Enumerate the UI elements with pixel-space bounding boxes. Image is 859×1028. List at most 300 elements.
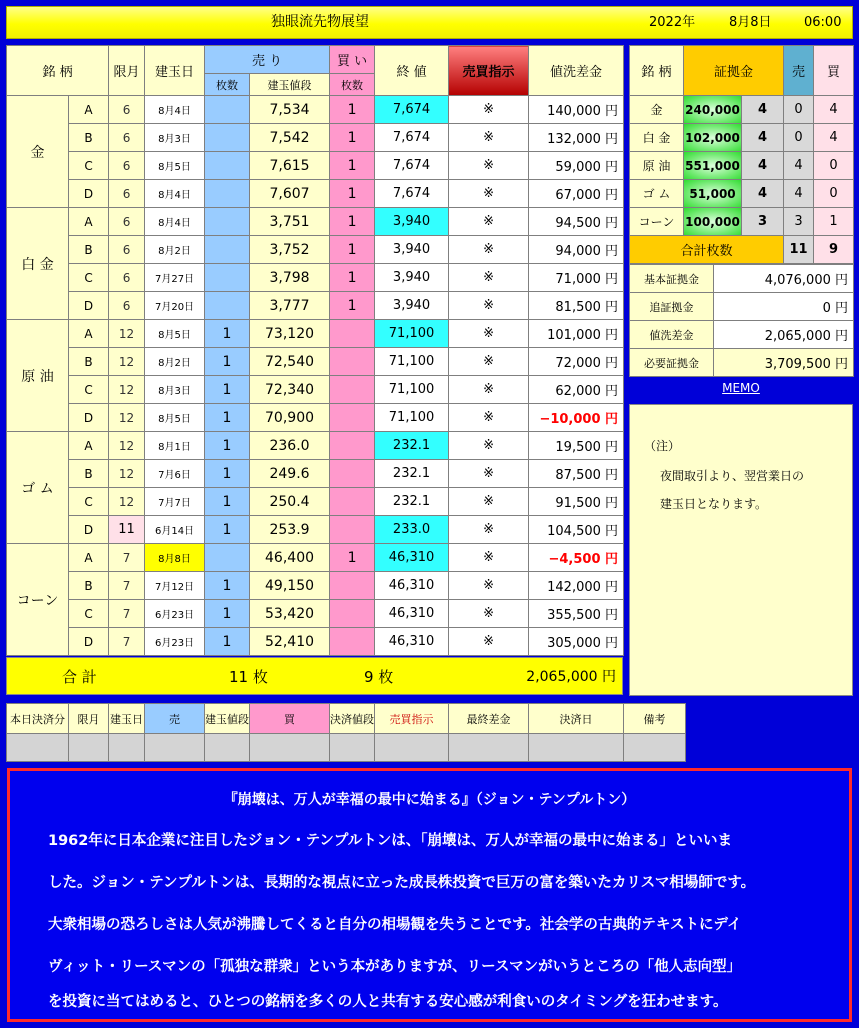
header-date: 8月8日 (729, 15, 772, 30)
trade-signal: ※ (449, 96, 529, 124)
contract-month: 7 (109, 628, 145, 656)
close-price: 71,100 (375, 320, 449, 348)
contract-month: 12 (109, 488, 145, 516)
mark-to-market: 140,000 円 (529, 96, 624, 124)
settlement-header: 売 (145, 704, 205, 734)
sell-qty: 1 (205, 572, 250, 600)
quote-box (7, 768, 852, 1022)
trade-signal: ※ (449, 292, 529, 320)
entry-date: 7月27日 (145, 264, 205, 292)
header-sell: 売 り (205, 46, 330, 74)
table-row (7, 600, 624, 628)
entry-price: 70,900 (250, 404, 330, 432)
table-row (7, 152, 624, 180)
memo-box (629, 404, 853, 696)
sell-qty: 1 (205, 432, 250, 460)
table-row (7, 488, 624, 516)
settlement-cell (624, 734, 686, 762)
buy-qty: 1 (330, 152, 375, 180)
summary-row (630, 293, 854, 321)
contract-slot: B (69, 572, 109, 600)
summary-label: 必要証拠金 (630, 349, 714, 377)
total-diff: 2,065,000 円 (526, 669, 616, 685)
entry-date: 8月2日 (145, 348, 205, 376)
trade-signal: ※ (449, 460, 529, 488)
margin-summary-table (629, 264, 854, 377)
summary-row (630, 321, 854, 349)
entry-date: 6月23日 (145, 600, 205, 628)
sell-qty (205, 180, 250, 208)
total-count-label: 合計枚数 (630, 236, 784, 264)
settlement-cell (205, 734, 250, 762)
memo-link[interactable]: MEMO (722, 381, 760, 395)
table-row (7, 544, 624, 572)
mark-to-market: 355,500 円 (529, 600, 624, 628)
summary-row (630, 265, 854, 293)
close-price: 233.0 (375, 516, 449, 544)
table-row (7, 404, 624, 432)
entry-price: 46,400 (250, 544, 330, 572)
contract-month: 6 (109, 264, 145, 292)
mark-to-market: 81,500 円 (529, 292, 624, 320)
entry-price: 3,752 (250, 236, 330, 264)
sell-qty (205, 96, 250, 124)
header-entry-price: 建玉値段 (250, 74, 330, 96)
sell-qty (205, 292, 250, 320)
total-row (6, 657, 623, 695)
summary-label: 値洗差金 (630, 321, 714, 349)
contract-slot: B (69, 124, 109, 152)
contract-month: 12 (109, 348, 145, 376)
summary-value: 2,065,000 円 (714, 321, 854, 349)
mark-to-market: −4,500 円 (529, 544, 624, 572)
close-price: 46,310 (375, 544, 449, 572)
margin-commodity: 白 金 (630, 124, 684, 152)
trade-signal: ※ (449, 488, 529, 516)
buy-qty: 1 (330, 544, 375, 572)
table-row (7, 208, 624, 236)
margin-row (630, 152, 854, 180)
margin-row (630, 96, 854, 124)
contract-slot: A (69, 544, 109, 572)
table-row (7, 572, 624, 600)
entry-date: 7月20日 (145, 292, 205, 320)
margin-row (630, 124, 854, 152)
memo-line: 夜間取引より、翌営業日の (660, 469, 805, 483)
settlement-cell (250, 734, 330, 762)
sell-qty (205, 544, 250, 572)
header-sell-qty: 枚数 (205, 74, 250, 96)
page-title: 独眼流先物展望 (271, 14, 369, 30)
entry-date: 8月5日 (145, 320, 205, 348)
mark-to-market: 67,000 円 (529, 180, 624, 208)
quote-line: ヴィット・リースマンの「孤独な群衆」という本がありますが、リースマンがいうところの「他人志向型」 (48, 959, 742, 975)
contract-month: 7 (109, 572, 145, 600)
contract-month: 12 (109, 404, 145, 432)
margin-commodity: ゴ ム (630, 180, 684, 208)
margin-commodity: コーン (630, 208, 684, 236)
contract-month: 6 (109, 96, 145, 124)
close-price: 71,100 (375, 404, 449, 432)
entry-date: 6月14日 (145, 516, 205, 544)
trade-signal: ※ (449, 544, 529, 572)
close-price: 7,674 (375, 180, 449, 208)
trade-signal: ※ (449, 320, 529, 348)
contract-slot: C (69, 264, 109, 292)
total-buy: 9 枚 (364, 668, 394, 686)
settlement-header: 本日決済分 (7, 704, 69, 734)
table-row (7, 124, 624, 152)
settlement-header-row (7, 704, 854, 734)
buy-qty (330, 320, 375, 348)
margin-sell: 3 (784, 208, 814, 236)
contract-slot: A (69, 320, 109, 348)
close-price: 46,310 (375, 628, 449, 656)
table-row (7, 432, 624, 460)
margin-buy: 4 (814, 96, 854, 124)
mark-to-market: 72,000 円 (529, 348, 624, 376)
mark-to-market: 94,500 円 (529, 208, 624, 236)
margin-total-row (630, 236, 854, 264)
contract-month: 12 (109, 376, 145, 404)
entry-price: 73,120 (250, 320, 330, 348)
margin-buy: 4 (814, 124, 854, 152)
entry-price: 236.0 (250, 432, 330, 460)
total-count-sell: 11 (784, 236, 814, 264)
quote-title: 『崩壊は、万人が幸福の最中に始まる』（ジョン・テンプルトン） (223, 792, 636, 808)
sell-qty: 1 (205, 460, 250, 488)
side-header-buy: 買 (814, 46, 854, 96)
side-header-meigara: 銘 柄 (630, 46, 684, 96)
buy-qty: 1 (330, 180, 375, 208)
quote-line: 1962年に日本企業に注目したジョン・テンプルトンは、「崩壊は、万人が幸福の最中に始まる」といいま (48, 833, 733, 849)
close-price: 7,674 (375, 96, 449, 124)
contract-month: 12 (109, 320, 145, 348)
settlement-header: 最終差金 (449, 704, 529, 734)
margin-sell: 4 (784, 152, 814, 180)
buy-qty (330, 488, 375, 516)
sell-qty (205, 208, 250, 236)
sell-qty: 1 (205, 628, 250, 656)
margin-row (630, 208, 854, 236)
contract-month: 12 (109, 432, 145, 460)
entry-price: 249.6 (250, 460, 330, 488)
contract-month: 6 (109, 236, 145, 264)
buy-qty (330, 516, 375, 544)
table-row (7, 236, 624, 264)
close-price: 7,674 (375, 124, 449, 152)
sell-qty: 1 (205, 376, 250, 404)
contract-slot: D (69, 292, 109, 320)
table-row (7, 516, 624, 544)
contract-slot: C (69, 376, 109, 404)
settlement-header: 建玉日 (109, 704, 145, 734)
contract-slot: B (69, 460, 109, 488)
close-price: 7,674 (375, 152, 449, 180)
trade-signal: ※ (449, 124, 529, 152)
buy-qty (330, 460, 375, 488)
header-time: 06:00 (804, 15, 842, 30)
total-count-buy: 9 (814, 236, 854, 264)
contract-slot: C (69, 488, 109, 516)
trade-signal: ※ (449, 628, 529, 656)
margin-sell: 0 (784, 96, 814, 124)
entry-price: 3,798 (250, 264, 330, 292)
summary-value: 3,709,500 円 (714, 349, 854, 377)
sell-qty: 1 (205, 600, 250, 628)
entry-price: 3,777 (250, 292, 330, 320)
settlement-table (6, 703, 854, 762)
commodity-name: 白 金 (7, 208, 69, 320)
table-row (7, 320, 624, 348)
table-row (7, 96, 624, 124)
header-buy: 買 い (330, 46, 375, 74)
margin-amount: 102,000 (684, 124, 742, 152)
contract-slot: A (69, 432, 109, 460)
mark-to-market: 87,500 円 (529, 460, 624, 488)
side-header-margin: 証拠金 (684, 46, 784, 96)
close-price: 3,940 (375, 208, 449, 236)
buy-qty: 1 (330, 264, 375, 292)
header-close: 終 値 (375, 46, 449, 96)
entry-price: 7,542 (250, 124, 330, 152)
close-price: 232.1 (375, 432, 449, 460)
header-buy-qty: 枚数 (330, 74, 375, 96)
close-price: 3,940 (375, 292, 449, 320)
entry-price: 3,751 (250, 208, 330, 236)
header-diff: 値洗差金 (529, 46, 624, 96)
entry-price: 7,615 (250, 152, 330, 180)
settlement-header: 売買指示 (375, 704, 449, 734)
margin-sell: 4 (784, 180, 814, 208)
settlement-cell (529, 734, 624, 762)
entry-price: 253.9 (250, 516, 330, 544)
sell-qty: 1 (205, 488, 250, 516)
margin-commodity: 金 (630, 96, 684, 124)
margin-table (629, 45, 854, 264)
buy-qty (330, 404, 375, 432)
entry-price: 53,420 (250, 600, 330, 628)
entry-date: 7月7日 (145, 488, 205, 516)
buy-qty: 1 (330, 96, 375, 124)
mark-to-market: 94,000 円 (529, 236, 624, 264)
total-sell: 11 枚 (229, 668, 268, 686)
entry-date: 8月2日 (145, 236, 205, 264)
sell-qty (205, 124, 250, 152)
mark-to-market: 71,000 円 (529, 264, 624, 292)
trade-signal: ※ (449, 348, 529, 376)
mark-to-market: 62,000 円 (529, 376, 624, 404)
settlement-cell (69, 734, 109, 762)
entry-date: 8月3日 (145, 124, 205, 152)
table-row (7, 628, 624, 656)
contract-slot: C (69, 152, 109, 180)
table-row (7, 376, 624, 404)
settlement-cell (109, 734, 145, 762)
margin-amount: 100,000 (684, 208, 742, 236)
summary-value: 0 円 (714, 293, 854, 321)
entry-date: 8月4日 (145, 208, 205, 236)
margin-units: 4 (742, 124, 784, 152)
close-price: 71,100 (375, 348, 449, 376)
margin-units: 4 (742, 152, 784, 180)
margin-commodity: 原 油 (630, 152, 684, 180)
entry-date: 8月5日 (145, 152, 205, 180)
close-price: 232.1 (375, 460, 449, 488)
trade-signal: ※ (449, 180, 529, 208)
header-signal: 売買指示 (449, 46, 529, 96)
buy-qty: 1 (330, 292, 375, 320)
commodity-name: 原 油 (7, 320, 69, 432)
trade-signal: ※ (449, 516, 529, 544)
close-price: 3,940 (375, 236, 449, 264)
settlement-header: 備考 (624, 704, 686, 734)
summary-row (630, 349, 854, 377)
entry-date: 7月12日 (145, 572, 205, 600)
sell-qty (205, 236, 250, 264)
settlement-cell (375, 734, 449, 762)
sell-qty (205, 264, 250, 292)
settlement-cell (7, 734, 69, 762)
table-row (7, 460, 624, 488)
sell-qty: 1 (205, 516, 250, 544)
margin-units: 4 (742, 96, 784, 124)
entry-date: 6月23日 (145, 628, 205, 656)
sell-qty: 1 (205, 320, 250, 348)
contract-month: 6 (109, 124, 145, 152)
header-year: 2022年 (649, 15, 696, 30)
quote-line: を投資に当てはめると、ひとつの銘柄を多くの人と共有する安心感が利食いのタイミングを狂わせます。 (48, 994, 728, 1010)
entry-date: 8月4日 (145, 180, 205, 208)
contract-slot: B (69, 236, 109, 264)
trade-signal: ※ (449, 432, 529, 460)
settlement-row (7, 734, 854, 762)
mark-to-market: 104,500 円 (529, 516, 624, 544)
margin-buy: 0 (814, 152, 854, 180)
margin-amount: 240,000 (684, 96, 742, 124)
buy-qty (330, 348, 375, 376)
mark-to-market: 305,000 円 (529, 628, 624, 656)
settlement-cell (330, 734, 375, 762)
commodity-name: 金 (7, 96, 69, 208)
entry-price: 72,540 (250, 348, 330, 376)
buy-qty: 1 (330, 124, 375, 152)
contract-slot: B (69, 348, 109, 376)
entry-date: 8月5日 (145, 404, 205, 432)
entry-date: 8月1日 (145, 432, 205, 460)
quote-line: 大衆相場の恐ろしさは人気が沸騰してくると自分の相場観を失うことです。社会学の古典的テキストにデイ (48, 917, 742, 933)
trade-signal: ※ (449, 572, 529, 600)
entry-price: 52,410 (250, 628, 330, 656)
contract-slot: A (69, 96, 109, 124)
contract-month: 6 (109, 180, 145, 208)
header-meigara: 銘 柄 (7, 46, 109, 96)
settlement-header: 買 (250, 704, 330, 734)
contract-month: 7 (109, 544, 145, 572)
sell-qty: 1 (205, 404, 250, 432)
margin-units: 3 (742, 208, 784, 236)
entry-price: 7,534 (250, 96, 330, 124)
settlement-header: 建玉値段 (205, 704, 250, 734)
buy-qty: 1 (330, 208, 375, 236)
buy-qty: 1 (330, 236, 375, 264)
contract-slot: A (69, 208, 109, 236)
entry-price: 250.4 (250, 488, 330, 516)
entry-price: 72,340 (250, 376, 330, 404)
memo-line: 建玉日となります。 (660, 497, 768, 511)
summary-label: 追証拠金 (630, 293, 714, 321)
margin-sell: 0 (784, 124, 814, 152)
header-bar (6, 6, 853, 39)
buy-qty (330, 628, 375, 656)
settlement-header: 決済値段 (330, 704, 375, 734)
settlement-cell (449, 734, 529, 762)
positions-table (6, 45, 624, 656)
contract-slot: C (69, 600, 109, 628)
mark-to-market: 19,500 円 (529, 432, 624, 460)
memo-note: （注） (644, 439, 681, 453)
contract-month: 12 (109, 460, 145, 488)
margin-amount: 551,000 (684, 152, 742, 180)
quote-line: した。ジョン・テンプルトンは、長期的な視点に立った成長株投資で巨万の富を築いたカリスマ相場師です。 (48, 875, 756, 891)
contract-month: 6 (109, 208, 145, 236)
table-row (7, 180, 624, 208)
contract-month: 6 (109, 152, 145, 180)
trade-signal: ※ (449, 376, 529, 404)
mark-to-market: 101,000 円 (529, 320, 624, 348)
contract-slot: D (69, 404, 109, 432)
settlement-header: 限月 (69, 704, 109, 734)
table-row (7, 348, 624, 376)
sell-qty: 1 (205, 348, 250, 376)
summary-label: 基本証拠金 (630, 265, 714, 293)
entry-date: 8月3日 (145, 376, 205, 404)
margin-amount: 51,000 (684, 180, 742, 208)
summary-value: 4,076,000 円 (714, 265, 854, 293)
entry-date: 8月8日 (145, 544, 205, 572)
contract-month: 6 (109, 292, 145, 320)
margin-units: 4 (742, 180, 784, 208)
entry-price: 7,607 (250, 180, 330, 208)
close-price: 3,940 (375, 264, 449, 292)
side-header-sell: 売 (784, 46, 814, 96)
mark-to-market: 59,000 円 (529, 152, 624, 180)
table-row (7, 292, 624, 320)
trade-signal: ※ (449, 264, 529, 292)
table-row (7, 264, 624, 292)
margin-row (630, 180, 854, 208)
mark-to-market: 91,500 円 (529, 488, 624, 516)
sell-qty (205, 152, 250, 180)
entry-date: 8月4日 (145, 96, 205, 124)
entry-price: 49,150 (250, 572, 330, 600)
commodity-name: ゴ ム (7, 432, 69, 544)
settlement-header: 決済日 (529, 704, 624, 734)
contract-slot: D (69, 516, 109, 544)
margin-buy: 0 (814, 180, 854, 208)
commodity-name: コーン (7, 544, 69, 656)
buy-qty (330, 432, 375, 460)
contract-month: 7 (109, 600, 145, 628)
total-label: 合 計 (62, 668, 97, 686)
trade-signal: ※ (449, 404, 529, 432)
trade-signal: ※ (449, 236, 529, 264)
close-price: 46,310 (375, 572, 449, 600)
header-tategyokubi: 建玉日 (145, 46, 205, 96)
close-price: 71,100 (375, 376, 449, 404)
mark-to-market: 142,000 円 (529, 572, 624, 600)
entry-date: 7月6日 (145, 460, 205, 488)
